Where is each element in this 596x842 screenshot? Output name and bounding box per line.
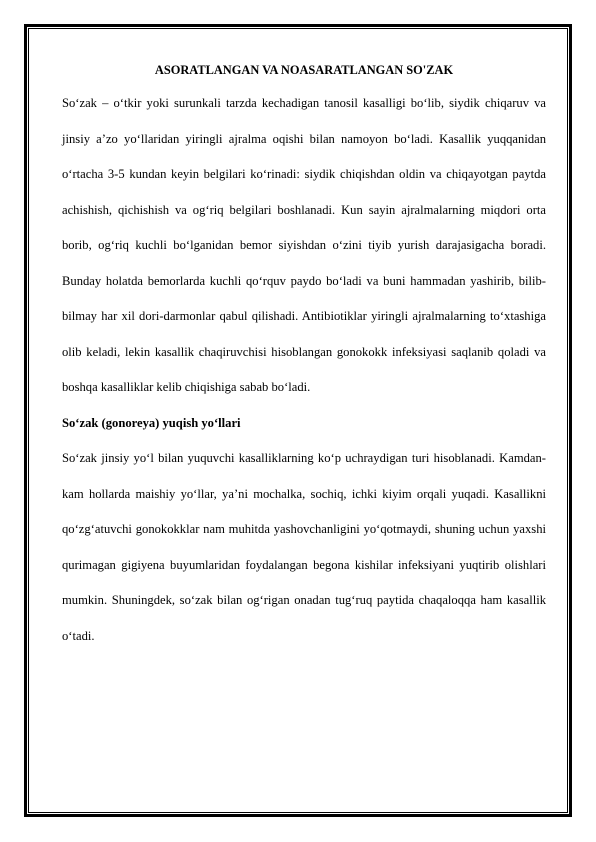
document-title: ASORATLANGAN VA NOASARATLANGAN SO'ZAK [154,63,454,77]
section-heading-transmission: So‘zak (gonoreya) yuqish yo‘llari [62,415,241,430]
document-body [62,56,546,654]
paragraph-symptoms: So‘zak – o‘tkir yoki surunkali tarzda kechadigan tanosil kasalligi bo‘lib, siydik chiqaruv va jinsiy a’zo yo‘llaridan yiringli ajralma oqishi bilan namoyon bo‘ladi. Kasallik yuqqanidan o‘rtacha 3-5 kundan keyin belgilari ko‘rinadi: siydik chiqishdan oldin va chiqayotgan paytda achishish, qichishish va og‘riq belgilari boshlanadi. Kun sayin ajralmalarning miqdori orta borib, og‘riq kuchli bo‘lganidan bemor siyishdan o‘zini tiyib yurish darajasigacha boradi. Bunday holatda bemorlarda kuchli qo‘rquv paydo bo‘ladi va buni hammadan yashirib, bilib-bilmay har xil dori-darmonlar qabul qilishadi. Antibiotiklar yiringli ajralmalarning to‘xtashiga olib keladi, lekin kasallik chaqiruvchisi hisoblangan gonokokk infeksiyasi saqlanib qoladi va boshqa kasalliklar kelib chiqishiga sabab bo‘ladi. [62,96,546,394]
paragraph-transmission: So‘zak jinsiy yo‘l bilan yuquvchi kasalliklarning ko‘p uchraydigan turi hisoblanadi. Kamdan-kam hollarda maishiy yo‘llar, ya’ni mochalka, sochiq, ichki kiyim orqali yuqadi. Kasallikni qo‘zg‘atuvchi gonokokklar nam muhitda yashovchanligini yo‘qotmaydi, shuning uchun yaxshi qurimagan gigiyena buyumlaridan foydalangan begona kishilar infeksiyani yuqtirib olishlari mumkin. Shuningdek, so‘zak bilan og‘rigan onadan tug‘ruq paytida chaqaloqqa ham kasallik o‘tadi. [62,451,546,643]
